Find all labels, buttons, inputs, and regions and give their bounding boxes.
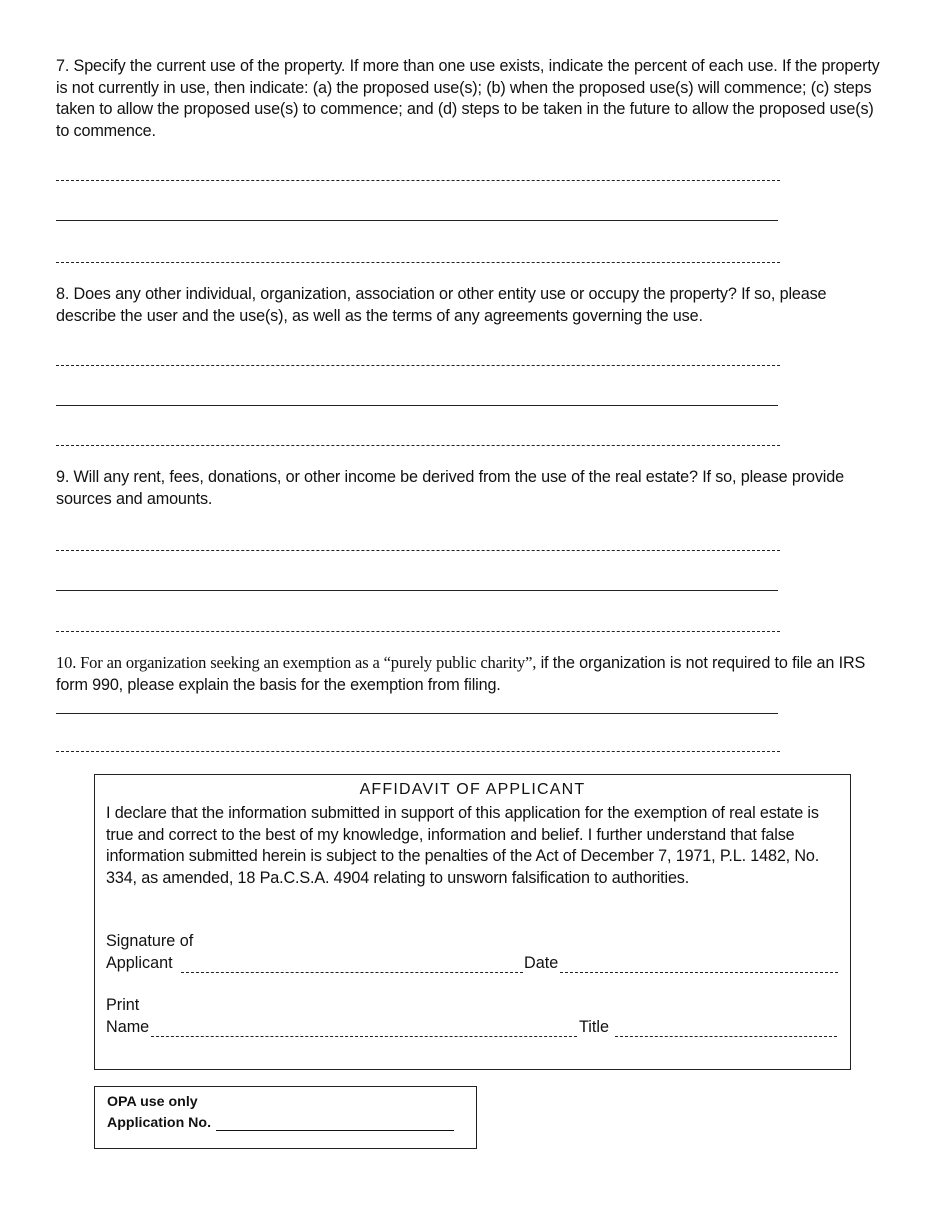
answer-line-q7-3[interactable] [56, 262, 780, 263]
answer-line-q8-1[interactable] [56, 365, 780, 366]
affidavit-box [94, 774, 851, 1070]
signature-field[interactable] [181, 972, 523, 973]
application-number-field[interactable] [216, 1130, 454, 1131]
question-9: 9. Will any rent, fees, donations, or other income be derived from the use of the real estate? If so, please provide sources and amounts. [56, 468, 844, 508]
opa-use-only-label: OPA use only [107, 1094, 198, 1110]
answer-line-q9-1[interactable] [56, 550, 780, 551]
signature-label-line1: Signature of [106, 932, 194, 950]
answer-line-q8-2[interactable] [56, 405, 778, 406]
question-10-part1: 10. For an organization seeking an exemption as a “purely public charity”, [56, 653, 537, 672]
answer-line-q10-1[interactable] [56, 713, 778, 714]
affidavit-title: AFFIDAVIT OF APPLICANT [359, 781, 586, 798]
title-label: Title [579, 1018, 609, 1036]
answer-line-q9-2[interactable] [56, 590, 778, 591]
answer-line-q8-3[interactable] [56, 445, 780, 446]
title-field[interactable] [615, 1036, 837, 1037]
date-field[interactable] [560, 972, 838, 973]
answer-line-q9-3[interactable] [56, 631, 780, 632]
affidavit-text: I declare that the information submitted in support of this application for the exemption of real estate is true and correct to the best of my knowledge, information and belief. I further understand that false information submitted herein is subject to the penalties of the Act of December 7, 1971, P.L. 1482, No. 334, as amended, 18 Pa.C.S.A. 4904 relating to unsworn falsification to authorities. [106, 804, 820, 887]
answer-line-q10-2[interactable] [56, 751, 780, 752]
signature-label-line2: Applicant [106, 954, 173, 972]
application-number-label: Application No. [107, 1115, 212, 1131]
question-10 [56, 652, 886, 696]
print-label-line2: Name [106, 1018, 150, 1036]
question-10-part2: if the organization is not required to file an IRS form 990, please explain the basis for the exemption from filing. [56, 654, 866, 694]
date-label: Date [524, 954, 559, 972]
print-label-line1: Print [106, 996, 140, 1014]
question-7: 7. Specify the current use of the property. If more than one use exists, indicate the percent of each use. If the property is not currently in use, then indicate: (a) the proposed use(s); (b) when the proposed use(s) will commence; (c) steps taken to allow the proposed use(s) to commence; and (d) steps to be taken in the future to allow the proposed use(s) to commence. [56, 57, 880, 140]
answer-line-q7-1[interactable] [56, 180, 780, 181]
opa-use-only-box [94, 1086, 477, 1149]
question-8: 8. Does any other individual, organization, association or other entity use or occupy the property? If so, please describe the user and the use(s), as well as the terms of any agreements governing the use. [56, 285, 827, 325]
answer-line-q7-2[interactable] [56, 220, 778, 221]
print-name-field[interactable] [151, 1036, 577, 1037]
